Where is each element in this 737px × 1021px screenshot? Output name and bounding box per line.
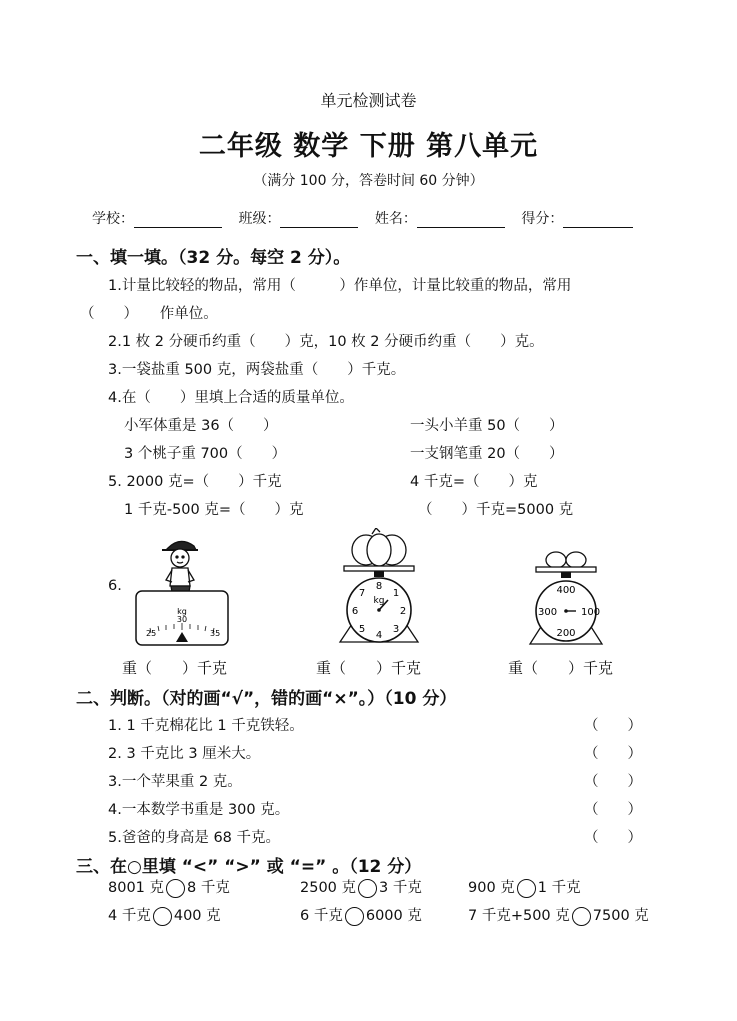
compare-item xyxy=(300,876,422,898)
compare-right: 8 千克 xyxy=(187,880,230,896)
question-4: 4.在（ ）里填上合适的质量单位。 xyxy=(108,390,354,406)
class-blank[interactable] xyxy=(280,213,358,228)
compare-right: 400 克 xyxy=(173,908,221,924)
name-blank[interactable] xyxy=(417,213,505,228)
judge-answer-2[interactable]: （ ） xyxy=(584,746,642,762)
score-blank[interactable] xyxy=(563,213,633,228)
bathroom-scale-figure xyxy=(132,534,232,648)
q4-item-2: 一头小羊重 50（ ） xyxy=(410,418,564,434)
q5-item-3: 1 千克-500 克=（ ）克 xyxy=(124,502,304,518)
section3-title: 三、在○里填 “<” “>” 或 “=” 。（12 分） xyxy=(76,857,422,877)
compare-circle[interactable] xyxy=(166,879,185,898)
compare-circle[interactable] xyxy=(572,907,591,926)
compare-item xyxy=(108,876,230,898)
compare-item xyxy=(108,904,221,926)
judge-answer-4[interactable]: （ ） xyxy=(584,802,642,818)
compare-left: 8001 克 xyxy=(108,880,165,896)
q5-item-1: 5. 2000 克=（ ）千克 xyxy=(108,474,282,490)
q4-item-3: 3 个桃子重 700（ ） xyxy=(124,446,287,462)
scale2-num-3: 3 xyxy=(392,624,400,635)
compare-circle[interactable] xyxy=(153,907,172,926)
compare-circle[interactable] xyxy=(345,907,364,926)
compare-left: 6 千克 xyxy=(300,908,343,924)
school-label: 学校： xyxy=(92,211,134,227)
judge-answer-1[interactable]: （ ） xyxy=(584,718,642,734)
weigh-label-2: 重（ ）千克 xyxy=(316,659,422,677)
exam-subtitle: （满分 100 分，答卷时间 60 分钟） xyxy=(253,173,484,189)
scale3-pan xyxy=(536,567,596,572)
eggs-scale-figure xyxy=(526,548,606,648)
judge-answer-3[interactable]: （ ） xyxy=(584,774,642,790)
scale3-num-100: 100 xyxy=(581,607,601,618)
judge-item-1: 1. 1 千克棉花比 1 千克铁轻。 xyxy=(108,718,304,734)
compare-circle[interactable] xyxy=(358,879,377,898)
scale3-num-200: 200 xyxy=(556,628,576,639)
compare-right: 3 千克 xyxy=(379,880,422,896)
compare-circle[interactable] xyxy=(517,879,536,898)
scale2-num-1: 1 xyxy=(392,588,400,599)
scale2-num-5: 5 xyxy=(358,624,366,635)
q5-item-4: （ ）千克=5000 克 xyxy=(418,502,574,518)
scale2-num-6: 6 xyxy=(351,606,359,617)
compare-right: 1 千克 xyxy=(537,880,581,896)
compare-left: 2500 克 xyxy=(300,880,357,896)
scale2-num-7: 7 xyxy=(358,588,366,599)
section2-title: 二、判断。（对的画“√”，错的画“×”。）（10 分） xyxy=(76,689,457,709)
compare-left: 4 千克 xyxy=(108,908,151,924)
weigh-label-3: 重（ ）千克 xyxy=(508,659,614,677)
judge-item-3: 3.一个苹果重 2 克。 xyxy=(108,774,242,790)
question-6-label: 6. xyxy=(108,578,122,594)
exam-type-title: 单元检测试卷 xyxy=(320,91,417,110)
compare-item xyxy=(468,876,581,898)
eggs-icon xyxy=(546,552,586,568)
pumpkin-icon xyxy=(352,528,406,566)
scale2-num-2: 2 xyxy=(399,606,407,617)
q5-item-2: 4 千克=（ ）克 xyxy=(410,474,538,490)
weigh-label-1: 重（ ）千克 xyxy=(122,659,228,677)
judge-item-2: 2. 3 千克比 3 厘米大。 xyxy=(108,746,261,762)
scale1-tick-25: 25 xyxy=(146,629,157,638)
compare-item xyxy=(300,904,422,926)
q4-item-4: 一支钢笔重 20（ ） xyxy=(410,446,564,462)
judge-answer-5[interactable]: （ ） xyxy=(584,830,642,846)
score-label: 得分： xyxy=(521,211,564,227)
scale2-num-4: 4 xyxy=(375,630,383,641)
scale2-unit: kg xyxy=(373,596,385,606)
scale1-unit: kg xyxy=(177,607,187,616)
compare-item xyxy=(468,904,649,926)
scale3-neck xyxy=(561,572,571,578)
judge-item-4: 4.一本数学书重是 300 克。 xyxy=(108,802,290,818)
class-label: 班级： xyxy=(238,211,281,227)
scale1-tick-30: 30 xyxy=(176,615,188,624)
question-2: 2.1 枚 2 分硬币约重（ ）克，10 枚 2 分硬币约重（ ）克。 xyxy=(108,334,544,350)
name-label: 姓名： xyxy=(374,211,417,227)
compare-right: 6000 克 xyxy=(365,908,422,924)
question-3: 3.一袋盐重 500 克，两袋盐重（ ）千克。 xyxy=(108,362,406,378)
q4-item-1: 小军体重是 36（ ） xyxy=(124,418,278,434)
compare-right: 7500 克 xyxy=(592,908,649,924)
scale3-num-300: 300 xyxy=(538,607,558,618)
scale2-num-8: 8 xyxy=(375,581,383,592)
section1-title: 一、填一填。（32 分。每空 2 分）。 xyxy=(76,248,351,268)
pumpkin-scale-figure xyxy=(336,528,422,648)
judge-item-5: 5.爸爸的身高是 68 千克。 xyxy=(108,830,281,846)
scale2-neck xyxy=(374,571,384,577)
scale1-tick-35: 35 xyxy=(210,629,221,638)
question-1-line2: （ ） 作单位。 xyxy=(80,306,218,322)
compare-left: 7 千克+500 克 xyxy=(468,908,570,924)
scale2-pan xyxy=(344,566,414,571)
compare-left: 900 克 xyxy=(468,880,515,896)
question-1-line1: 1.计量比较轻的物品，常用（ ）作单位，计量比较重的物品，常用 xyxy=(108,278,572,294)
scale3-num-400: 400 xyxy=(556,585,576,596)
student-info-row xyxy=(92,208,633,228)
exam-main-title: 二年级 数学 下册 第八单元 xyxy=(198,131,539,162)
school-blank[interactable] xyxy=(134,213,222,228)
